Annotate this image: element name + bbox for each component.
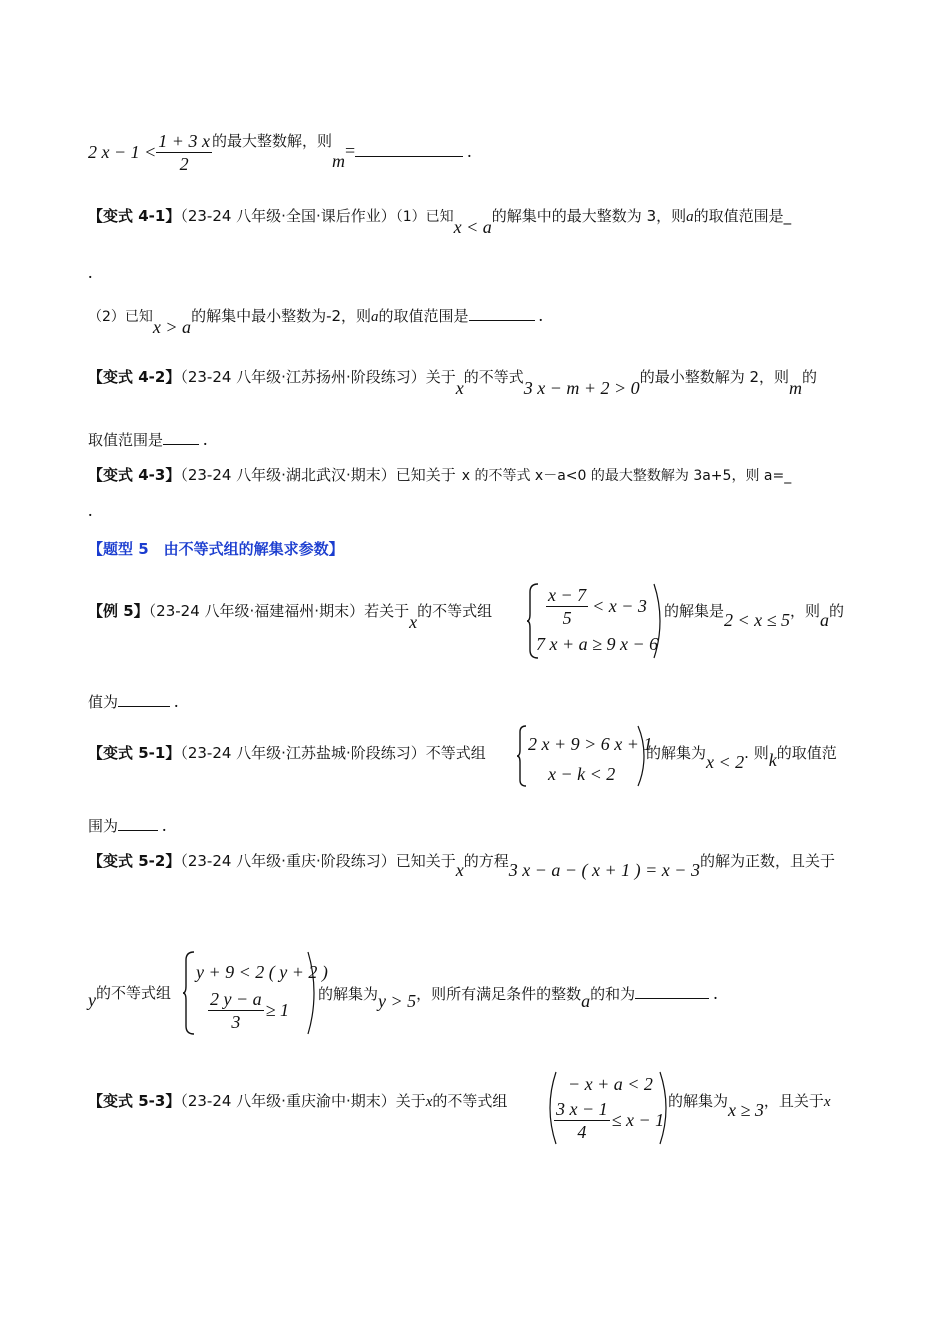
variant-4-2-line2: 取值范围是 .	[88, 429, 208, 449]
variant-tag: 【变式 5-3】	[88, 1092, 181, 1110]
fraction: $\frac{2 y - a}{3}$	[210, 989, 262, 1032]
variant-5-1-suffix: 的解集为x < 2. 则k的取值范	[646, 744, 837, 772]
example-5-suffix: 的解集是2 < x ≤ 5，则a的	[664, 602, 845, 630]
variant-5-2-line2-suffix: 的解集为y > 5，则所有满足条件的整数a的和为 .	[318, 983, 718, 1011]
system-row-2: 7 x + a ≥ 9 x − 6	[536, 634, 659, 654]
variant-5-3-prefix: 【变式 5-3】（23-24 八年级·重庆渝中·期末）关于x的不等式组	[88, 1092, 508, 1110]
variant-4-3-dot: .	[88, 500, 93, 520]
example-5-prefix: 【例 5】（23-24 八年级·福建福州·期末）若关于x的不等式组	[88, 602, 493, 632]
system-row-2: $\frac{2 y - a}{3}$ ≥ 1	[210, 989, 290, 1032]
example-tag: 【例 5】	[88, 602, 149, 620]
system-row-2: $\frac{3 x - 1}{4}$ ≤ x − 1	[556, 1099, 665, 1142]
variant-4-2-line1: 【变式 4-2】（23-24 八年级·江苏扬州·阶段练习）关于x的不等式3 x − m + 2 > 0的最小整数解为 2，则m的	[88, 368, 818, 398]
math-expression: 2 x − 1 <	[88, 142, 157, 162]
answer-blank	[163, 428, 199, 445]
right-paren-icon	[306, 950, 316, 1036]
system-row-1: $\frac{x - 7}{5}$ < x − 3	[548, 585, 647, 628]
variant-5-1-line2: 围为 .	[88, 815, 167, 835]
variant-5-2-line1: 【变式 5-2】（23-24 八年级·重庆·阶段练习）已知关于x的方程3 x − a − ( x + 1 ) = x − 3的解为正数，且关于	[88, 852, 835, 880]
answer-blank	[469, 304, 535, 321]
right-paren-icon	[636, 724, 646, 788]
variant-tag: 【变式 5-1】	[88, 744, 181, 762]
fraction: $\frac{x - 7}{5}$	[548, 585, 587, 628]
problem-continuation-line: 2 x − 1 < $\frac{1 + 3 x}{2}$ 的最大整数解，则m= .	[88, 131, 472, 174]
right-paren-icon	[652, 582, 662, 660]
system-row-2: x − k < 2	[548, 764, 616, 784]
left-brace-icon	[182, 950, 196, 1036]
variant-tag: 【变式 4-1】	[88, 207, 181, 225]
variant-4-1-dot: .	[88, 262, 93, 282]
answer-blank	[118, 814, 158, 831]
variant-4-1-line2: （2）已知x > a的解集中最小整数为-2，则a的取值范围是 .	[88, 305, 544, 337]
variant-tag: 【变式 5-2】	[88, 852, 181, 870]
example-5-line2: 值为 .	[88, 691, 179, 711]
variant-4-1-line1: 【变式 4-1】（23-24 八年级·全国·课后作业）（1）已知x < a的解集中的最大整数为 3，则a的取值范围是_	[88, 207, 792, 237]
right-paren-icon	[658, 1070, 668, 1146]
variant-tag: 【变式 4-2】	[88, 368, 181, 386]
variant-5-3-suffix: 的解集为x ≥ 3，且关于x	[668, 1092, 831, 1120]
fraction: $\frac{3 x - 1}{4}$	[556, 1099, 608, 1142]
fraction: $\frac{1 + 3 x}{2}$	[158, 131, 210, 174]
section-heading-5: 【题型 5 由不等式组的解集求参数】	[88, 540, 344, 558]
variant-5-2-line2-prefix: y的不等式组	[88, 984, 172, 1010]
variant-tag: 【变式 4-3】	[88, 466, 181, 484]
left-brace-icon	[516, 724, 528, 788]
answer-blank	[118, 690, 170, 707]
variant-5-1-prefix: 【变式 5-1】（23-24 八年级·江苏盐城·阶段练习）不等式组	[88, 744, 486, 762]
system-row-1: − x + a < 2	[568, 1074, 653, 1094]
answer-blank	[355, 140, 463, 157]
system-row-1: 2 x + 9 > 6 x + 1	[528, 734, 653, 754]
answer-blank	[635, 982, 709, 999]
system-row-1: y + 9 < 2 ( y + 2 )	[196, 962, 328, 982]
variant-4-3-line1: 【变式 4-3】（23-24 八年级·湖北武汉·期末）已知关于 x 的不等式 x－a<0 的最大整数解为 3a+5，则 a=_	[88, 466, 792, 484]
